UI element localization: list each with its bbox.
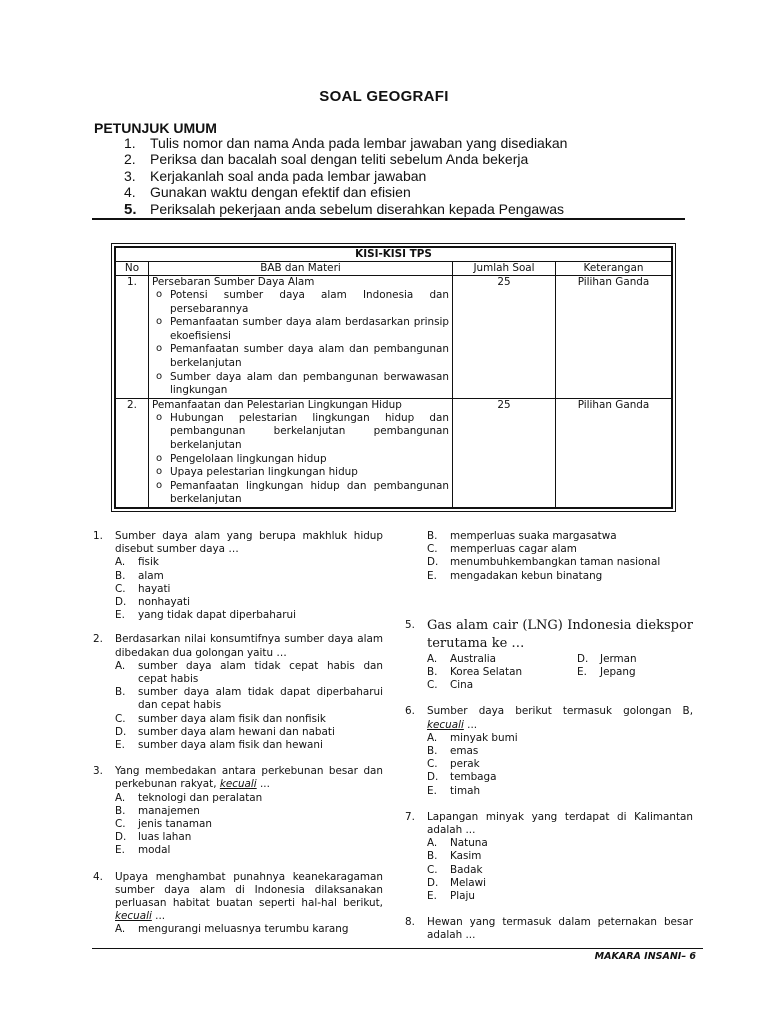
materi-item: o Pengelolaan lingkungan hidup xyxy=(156,453,449,467)
table-row xyxy=(115,276,672,399)
question-3: 3. Yang membedakan antara perkebunan besar dan perkebunan rakyat, kecuali ... A. teknologi dan peralatan B. manajemen C. jenis tanaman D. luas lahan E. modal xyxy=(93,765,383,857)
row-keterangan: Pilihan Ganda xyxy=(556,398,673,508)
answer-option: A. Australia xyxy=(427,652,496,665)
answer-option: D. nonhayati xyxy=(115,596,190,609)
answer-option: E. yang tidak dapat diperbaharui xyxy=(115,609,296,622)
question-1: 1. Sumber daya alam yang berupa makhluk hidup disebut sumber daya … A. fisik B. alam C. hayati D. nonhayati E. yang tidak dapat diperbaharui xyxy=(93,530,383,622)
answer-option: D. Melawi xyxy=(427,876,486,889)
row-no: 1. xyxy=(115,276,149,399)
materi-item: o Hubungan pelestarian lingkungan hidup dan pembangunan berkelanjutan pembangunan berkelanjutan xyxy=(156,412,449,453)
answer-option: C. perak xyxy=(427,758,480,771)
materi-item: o Pemanfaatan sumber daya alam dan pembangunan berkelanjutan xyxy=(156,343,449,370)
answer-option: A. mengurangi meluasnya terumbu karang xyxy=(115,923,349,936)
answer-option: C. memperluas cagar alam xyxy=(427,543,577,556)
page-title: SOAL GEOGRAFI xyxy=(319,88,449,105)
answer-option: B. emas xyxy=(427,745,479,758)
answer-option: C. Cina xyxy=(427,679,474,692)
answer-option: B. manajemen xyxy=(115,804,200,817)
materi-item: o Upaya pelestarian lingkungan hidup xyxy=(156,466,449,480)
answer-option: E. modal xyxy=(115,844,171,857)
answer-option: A. Natuna xyxy=(427,837,488,850)
row-materi xyxy=(149,398,453,508)
footer-divider xyxy=(92,948,703,949)
materi-list xyxy=(152,412,449,507)
answer-option: E. sumber daya alam fisik dan hewani xyxy=(115,739,323,752)
col-header-no: No xyxy=(115,262,149,276)
col-header-keterangan: Keterangan xyxy=(556,262,673,276)
answer-option: A. minyak bumi xyxy=(427,731,518,744)
answer-option: D. menumbuhkembangkan taman nasional xyxy=(427,556,661,569)
answer-option: A. fisik xyxy=(115,556,159,569)
question-text: Berdasarkan nilai konsumtifnya sumber daya alam dibedakan dua golongan yaitu … xyxy=(115,633,383,659)
right-column xyxy=(405,530,693,943)
header-divider xyxy=(92,218,685,220)
question-7: 7. Lapangan minyak yang terdapat di Kalimantan adalah ... A. Natuna B. Kasim C. Badak D. Melawi E. Plaju xyxy=(405,810,693,903)
left-column xyxy=(93,530,383,937)
answer-option: C. Badak xyxy=(427,863,483,876)
answer-option: D. Jerman xyxy=(577,652,637,665)
col-header-jumlah: Jumlah Soal xyxy=(453,262,556,276)
bab-title: Persebaran Sumber Daya Alam xyxy=(152,276,315,288)
question-text: Lapangan minyak yang terdapat di Kalimantan adalah ... xyxy=(427,810,693,837)
answer-option: B. alam xyxy=(115,569,164,582)
page-footer: MAKARA INSANI– 6 xyxy=(594,951,696,962)
answer-option: D. luas lahan xyxy=(115,831,192,844)
instruction-item: 1. Tulis nomor dan nama Anda pada lembar jawaban yang disediakan xyxy=(124,135,568,151)
answer-option: B. Kasim xyxy=(427,850,482,863)
question-text: Upaya menghambat punahnya keanekaragaman sumber daya alam di Indonesia dilaksanakan perluasan habitat buatan seperti hal-hal berikut, kecuali ... xyxy=(115,870,383,923)
answer-option: D. tembaga xyxy=(427,771,497,784)
answer-option: D. sumber daya alam hewani dan nabati xyxy=(115,725,335,738)
answer-option: B. sumber daya alam tidak dapat diperbaharui dan cepat habis xyxy=(115,686,383,712)
answer-option: E. mengadakan kebun binatang xyxy=(427,569,603,582)
materi-list xyxy=(152,289,449,398)
answer-option: B. memperluas suaka margasatwa xyxy=(427,530,617,542)
materi-item: o Pemanfaatan sumber daya alam berdasarkan prinsip ekoefisiensi xyxy=(156,316,449,343)
question-text: Sumber daya alam yang berupa makhluk hidup disebut sumber daya … xyxy=(115,530,383,556)
question-6: 6. Sumber daya berikut termasuk golongan B, kecuali ... A. minyak bumi B. emas C. perak D. tembaga E. timah xyxy=(405,705,693,797)
answer-option: E. timah xyxy=(427,784,481,797)
question-text: Yang membedakan antara perkebunan besar dan perkebunan rakyat, kecuali ... xyxy=(115,765,383,791)
kisi-kisi-table xyxy=(114,246,673,509)
instructions-list xyxy=(124,135,567,217)
question-text: Sumber daya berikut termasuk golongan B, xyxy=(427,705,693,718)
table-header-row xyxy=(115,262,672,276)
row-keterangan: Pilihan Ganda xyxy=(556,276,673,399)
question-text: Hewan yang termasuk dalam peternakan besar adalah ... xyxy=(427,916,693,942)
answer-option: C. jenis tanaman xyxy=(115,818,212,831)
row-materi xyxy=(149,276,453,399)
instruction-item: 3. Kerjakanlah soal anda pada lembar jawaban xyxy=(124,167,427,184)
answer-option: E. Jepang xyxy=(577,666,636,679)
answer-option: B. Korea Selatan xyxy=(427,666,523,679)
bab-title: Pemanfaatan dan Pelestarian Lingkungan Hidup xyxy=(152,398,402,411)
answer-option: C. sumber daya alam fisik dan nonfisik xyxy=(115,712,326,725)
question-8: 8. Hewan yang termasuk dalam peternakan besar adalah ... xyxy=(405,916,693,942)
row-jumlah: 25 xyxy=(453,276,556,399)
question-2: 2. Berdasarkan nilai konsumtifnya sumber daya alam dibedakan dua golongan yaitu … A. sumber daya alam tidak cepat habis dan cepat habis B. sumber daya alam tidak dapat diperbaharui dan cepat habis C. sumber daya alam fisik dan nonfisik D. sumber daya alam hewani dan nabati E. sumber daya alam fisik dan hewani xyxy=(93,633,383,752)
instruction-item: 5. Periksalah pekerjaan anda sebelum diserahkan kepada Pengawas xyxy=(124,200,565,218)
question-4: 4. Upaya menghambat punahnya keanekaragaman sumber daya alam di Indonesia dilaksanakan perluasan habitat buatan seperti hal-hal berikut, kecuali ... A. mengurangi meluasnya terumbu karang xyxy=(93,870,383,936)
question-5: 5. Gas alam cair (LNG) Indonesia diekspor terutama ke … A. Australia B. Korea Selatan C. Cina D. Jerman E. Jepang xyxy=(405,617,693,692)
answer-option: C. hayati xyxy=(115,582,171,595)
row-jumlah: 25 xyxy=(453,398,556,508)
question-4-continued xyxy=(405,530,693,583)
answer-option: E. Plaju xyxy=(427,890,475,903)
question-text: Gas alam cair (LNG) Indonesia diekspor terutama ke … xyxy=(427,617,693,651)
materi-item: o Pemanfaatan lingkungan hidup dan pembangunan berkelanjutan xyxy=(156,480,449,507)
answer-options-grid xyxy=(427,653,693,693)
instructions-heading: PETUNJUK UMUM xyxy=(94,120,217,136)
instruction-item: 2. Periksa dan bacalah soal dengan teliti sebelum Anda bekerja xyxy=(124,151,529,168)
answer-option: A. teknologi dan peralatan xyxy=(115,791,263,804)
col-header-bab: BAB dan Materi xyxy=(149,262,453,276)
table-caption: KISI-KISI TPS xyxy=(115,247,672,262)
row-no: 2. xyxy=(115,398,149,508)
table-row xyxy=(115,398,672,508)
materi-item: o Potensi sumber daya alam Indonesia dan persebarannya xyxy=(156,289,449,316)
answer-option: A. sumber daya alam tidak cepat habis dan cepat habis xyxy=(115,659,383,686)
materi-item: o Sumber daya alam dan pembangunan berwawasan lingkungan xyxy=(156,371,449,398)
instruction-item: 4. Gunakan waktu dengan efektif dan efisien xyxy=(124,184,411,201)
